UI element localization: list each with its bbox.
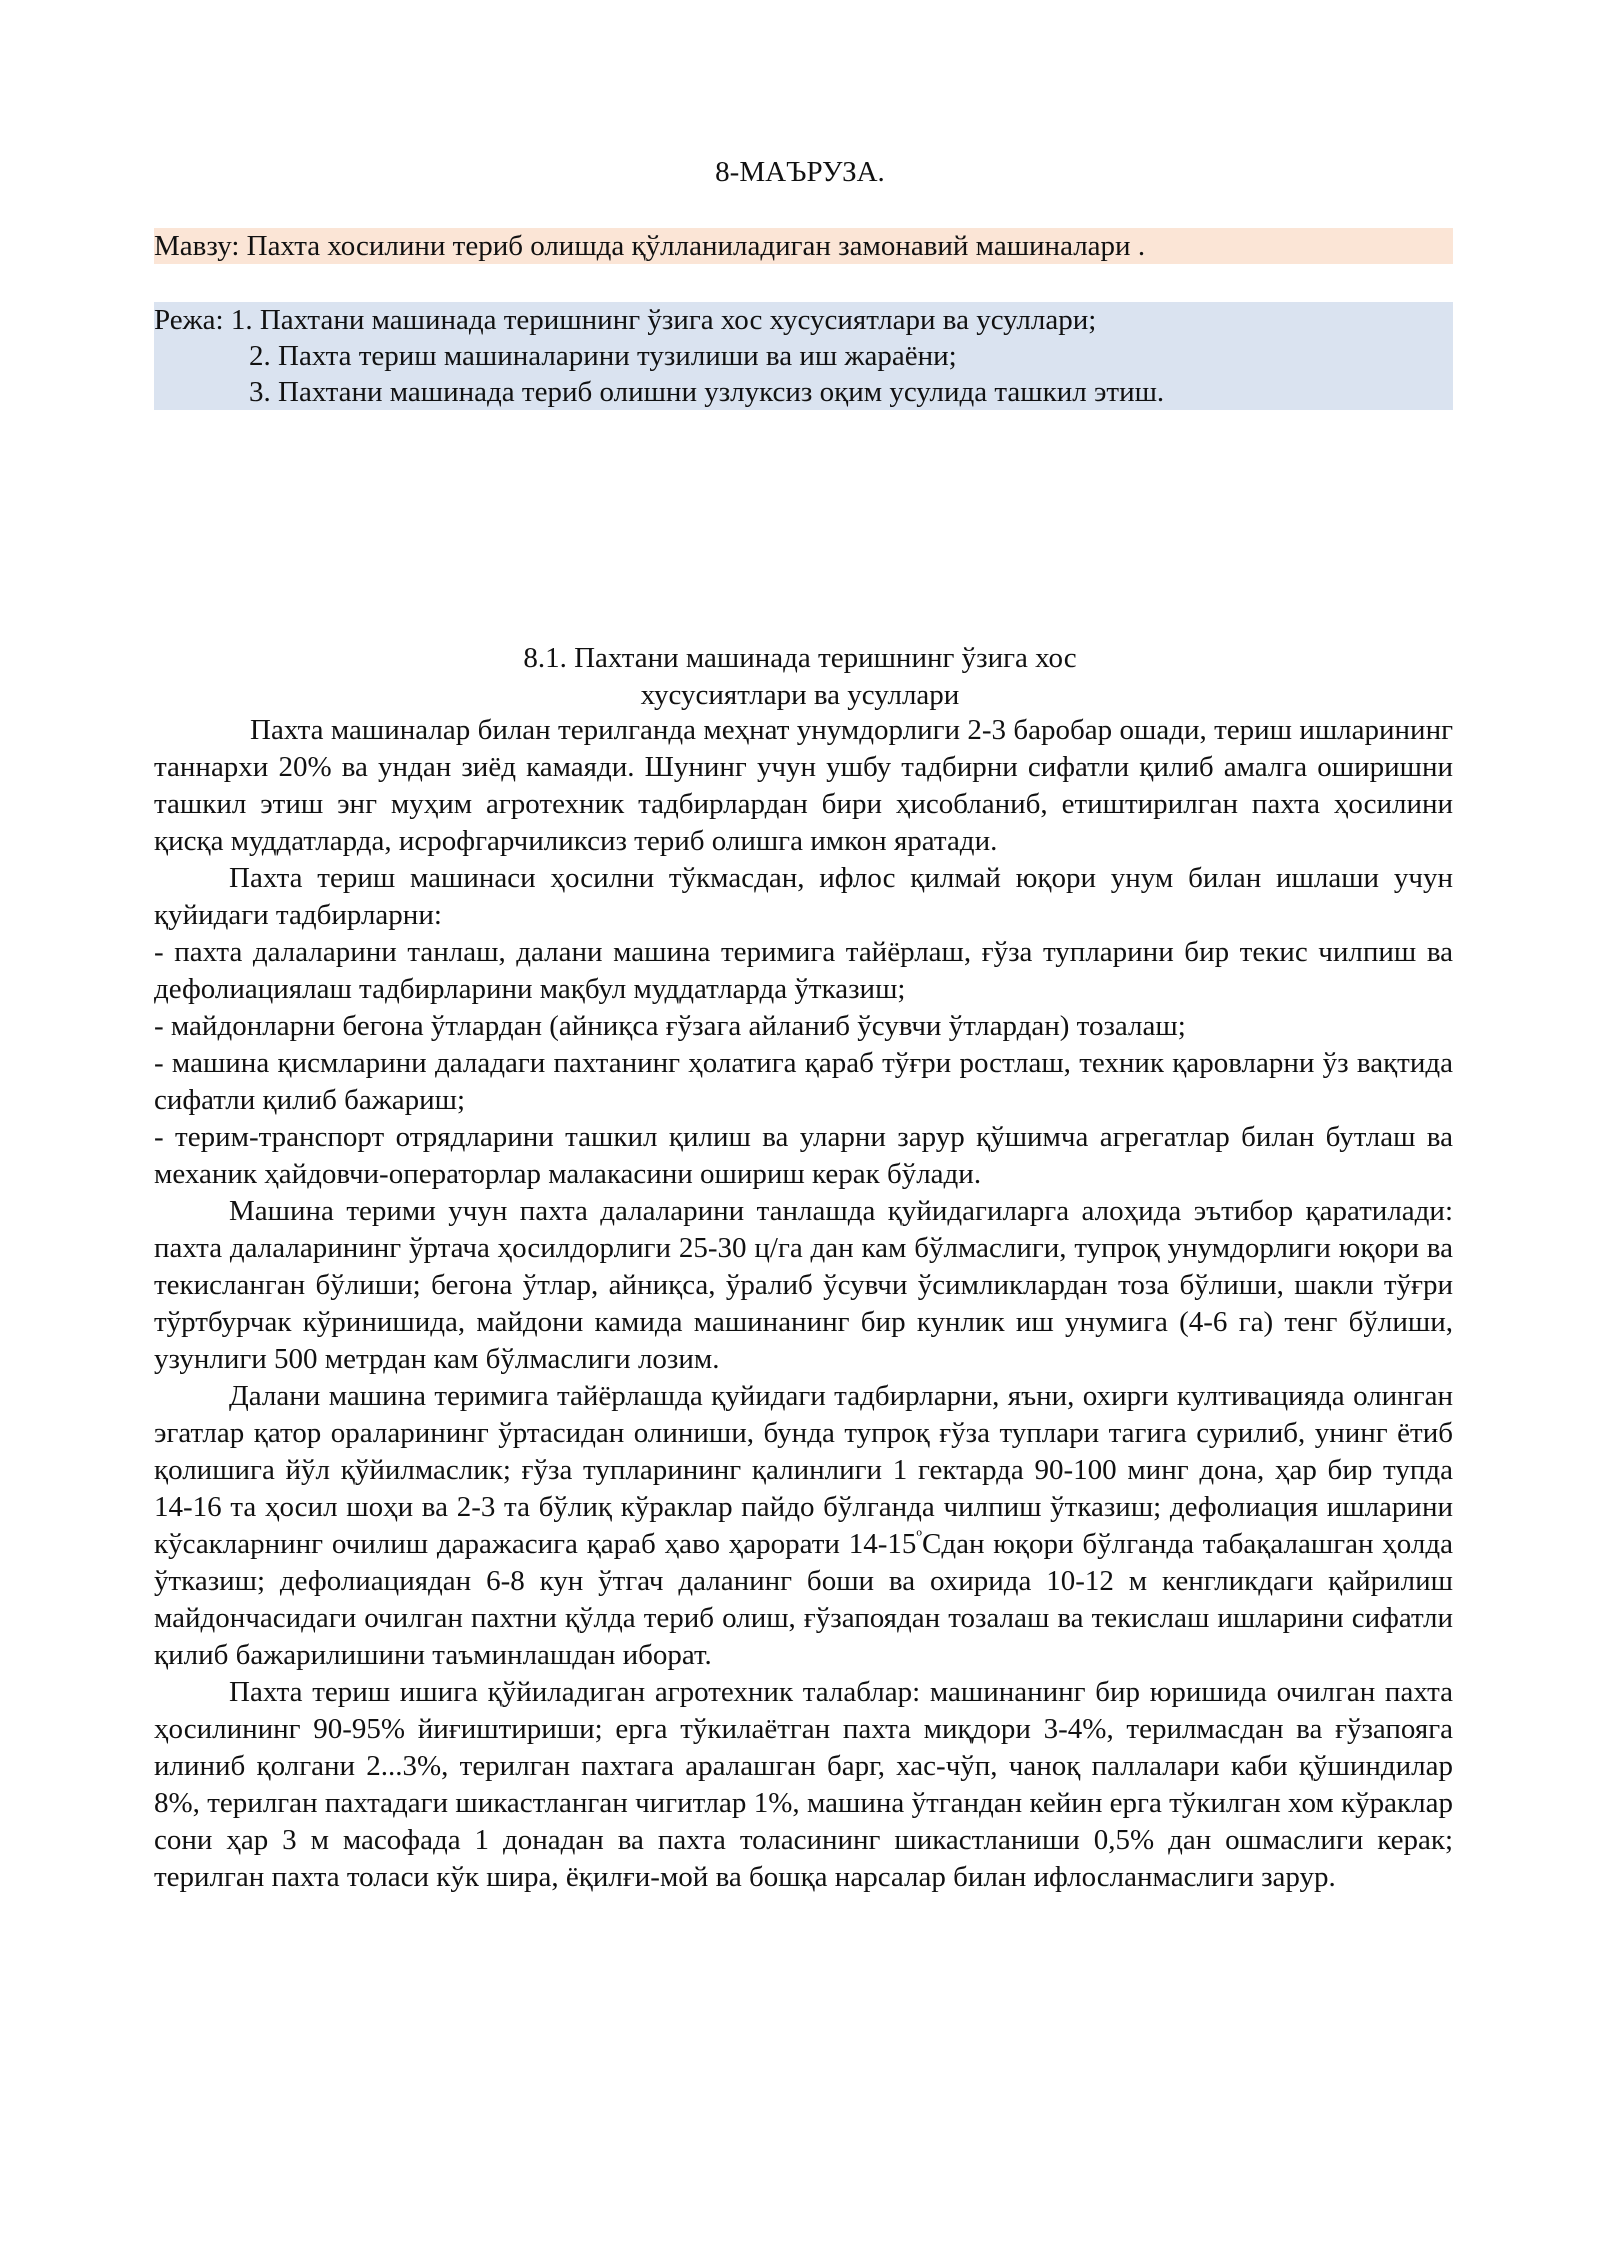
paragraph-measures-intro: Пахта териш машинаси ҳосилни тўкмасдан, ифлос қилмай юқори унум билан ишлаши учун қуйидаги тадбирларни: xyxy=(154,862,1453,931)
list-item-harvest-teams: - терим-транспорт отрядларини ташкил қилиш ва уларни зарур қўшимча агрегатлар билан бутлаш ва механик ҳайдовчи-операторлар малакасини ошириш керак бўлади. xyxy=(154,1121,1453,1190)
lecture-title: 8-МАЪРУЗА. xyxy=(715,156,885,188)
body-text xyxy=(154,712,1453,1896)
degree-sign: º xyxy=(916,1526,922,1547)
paragraph-productivity: Пахта машиналар билан терилганда меҳнат унумдорлиги 2-3 баробар ошади, териш ишларининг таннархи 20% ва ундан зиёд камаяди. Шунинг учун ушбу тадбирни сифатли қилиб амалга оширишни ташкил этиш энг муҳим агротехник тадбирлардан бири ҳисобланиб, етиштирилган пахта ҳосилини қисқа муддатларда, исрофгарчиликсиз териб олишга имкон яратади. xyxy=(154,714,1453,857)
field-preparation-text-a: Далани машина теримига тайёрлашда қуйидаги тадбирларни, яъни, охирги култивацияда олинган эгатлар қатор ораларининг ўртасидан олиниши, бунда тупроқ ғўза туплари тагига сурилиб, унинг ётиб қолишига йўл қўйилмаслик; ғўза тупларининг қалинлиги 1 гектарда 90-100 минг дона, ҳар бир тупда 14-16 та ҳосил шоҳи ва 2-3 та бўлиқ кўраклар пайдо бўлганда чилпиш ўтказиш; дефолиация ишларини кўсакларнинг очилиш даражасига қараб ҳаво ҳарорати 14-15 xyxy=(154,1380,1453,1560)
section-heading xyxy=(0,640,1600,714)
paragraph-field-preparation xyxy=(154,1378,1453,1674)
paragraph-field-selection: Машина терими учун пахта далаларини танлашда қуйидагиларга алоҳида эътибор қаратилади: пахта далаларининг ўртача ҳосилдорлиги 25-30 ц/га дан кам бўлмаслиги, тупроқ унумдорлиги юқори ва текисланган бўлиши; бегона ўтлар, айниқса, ўралиб ўсувчи ўсимликлардан тоза бўлиши, шакли тўғри тўртбурчак кўринишида, майдони камида машинанинг бир кунлик иш унумига (4-6 га) тенг бўлиши, узунлиги 500 метрдан кам бўлмаслиги лозим. xyxy=(154,1195,1453,1375)
field-preparation-text-b: Сдан юқори бўлганда табақалашган ҳолда ўтказиш; дефолиациядан 6-8 кун ўтгач даланинг боши ва охирида 10-12 м кенгликдаги қайрилиш майдончасидаги очилган пахтни қўлда териб олиш, ғўзапоядан тозалаш ва текислаш ишларини сифатли қилиб бажарилишини таъминлашдан иборат. xyxy=(154,1528,1453,1671)
list-item-weed-cleaning: - майдонларни бегона ўтлардан (айниқса ғўзага айланиб ўсувчи ўтлардан) тозалаш; xyxy=(154,1010,1186,1042)
list-item-field-preparation: - пахта далаларини танлаш, далани машина теримига тайёрлаш, ғўза тупларини бир текис чилпиш ва дефолиациялаш тадбирларини мақбул муддатларда ўтказиш; xyxy=(154,936,1453,1005)
list-item-machine-adjustment: - машина қисмларини даладаги пахтанинг ҳолатига қараб тўғри ростлаш, техник қаровларни ўз вақтида сифатли қилиб бажариш; xyxy=(154,1047,1453,1116)
paragraph-agrotechnical-requirements: Пахта териш ишига қўйиладиган агротехник талаблар: машинанинг бир юришида очилган пахта ҳосилининг 90-95% йиғиштириши; ерга тўкилаётган пахта миқдори 3-4%, терилмасдан ва ғўзапояга илиниб қолгани 2...3%, терилган пахтага аралашган барг, хас-чўп, чаноқ паллалари каби қўшиндилар 8%, терилган пахтадаги шикастланган чигитлар 1%, машина ўтгандан кейин ерга тўкилган хом кўраклар сони ҳар 3 м масофада 1 донадан ва пахта толасининг шикастланиши 0,5% дан ошмаслиги керак; терилган пахта толаси кўк шира, ёқилғи-мой ва бошқа нарсалар билан ифлосланмаслиги зарур. xyxy=(154,1676,1453,1893)
section-heading-line-1: 8.1. Пахтани машинада теришнинг ўзига хос xyxy=(523,642,1077,674)
plan-item-1: Режа: 1. Пахтани машинада теришнинг ўзига хос хусусиятлари ва усуллари; xyxy=(154,304,1097,336)
plan-block xyxy=(154,302,1453,410)
section-heading-line-2: хусусиятлари ва усуллари xyxy=(640,679,960,711)
plan-item-3: 3. Пахтани машинада териб олишни узлуксиз оқим усулида ташкил этиш. xyxy=(249,376,1165,408)
topic-line: Мавзу: Пахта хосилини териб олишда қўлланиладиган замонавий машиналари . xyxy=(154,228,1453,264)
plan-item-2: 2. Пахта териш машиналарини тузилиши ва иш жараёни; xyxy=(249,340,957,372)
